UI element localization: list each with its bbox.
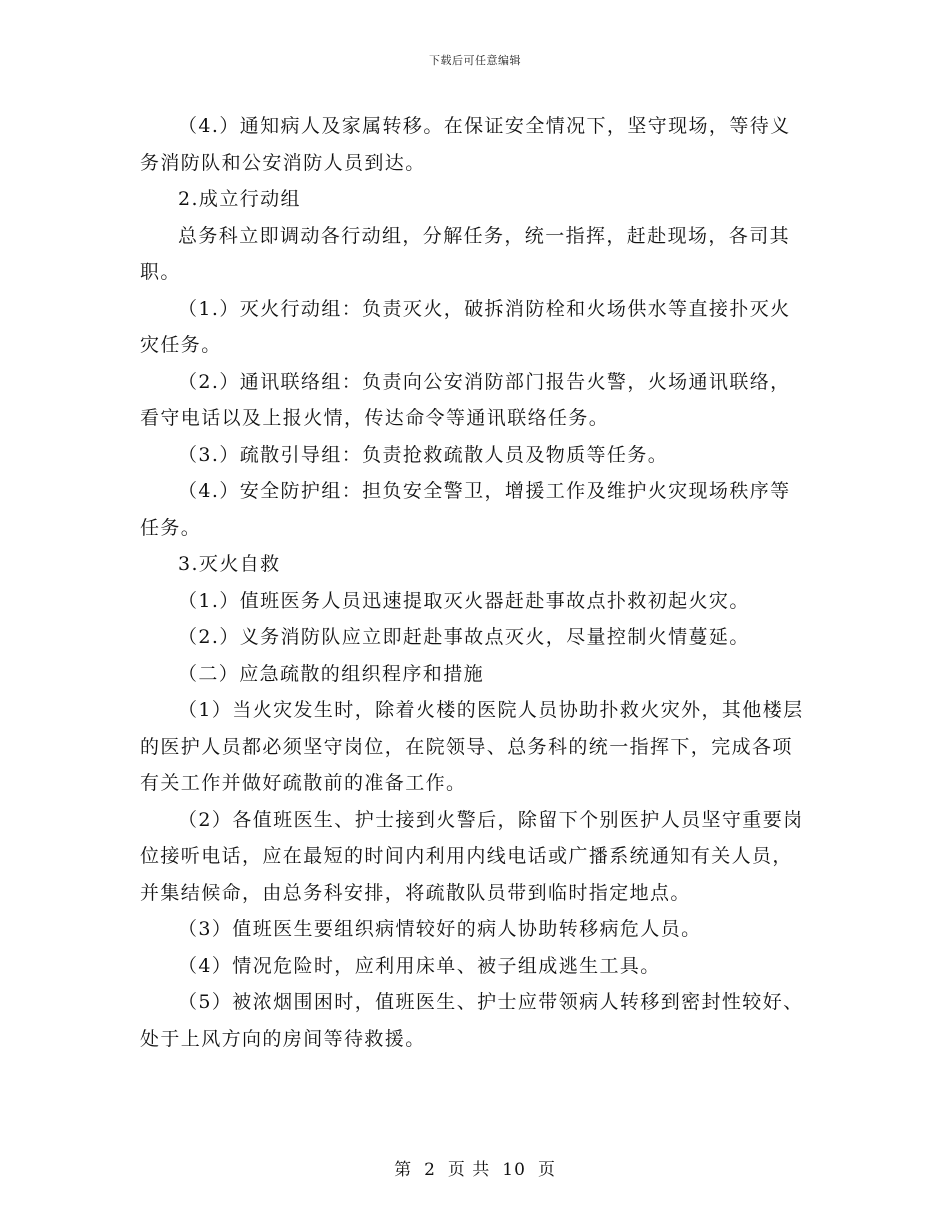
paragraph: （4.）通知病人及家属转移。在保证安全情况下，坚守现场，等待义务消防队和公安消防人员到达。 xyxy=(140,115,791,174)
paragraph: （4.）安全防护组：担负安全警卫，增援工作及维护火灾现场秩序等任务。 xyxy=(140,480,791,539)
current-page-number: 2 xyxy=(424,1160,436,1180)
page-label-middle: 页 共 xyxy=(447,1160,491,1180)
paragraph: 总务科立即调动各行动组，分解任务，统一指挥，赶赴现场，各司其职。 xyxy=(140,224,791,283)
paragraph: （5）被浓烟围困时，值班医生、护士应带领病人转移到密封性较好、处于上风方向的房间等待救援。 xyxy=(140,991,804,1050)
paragraph: （1.）值班医务人员迅速提取灭火器赶赴事故点扑救初起火灾。 xyxy=(178,589,750,612)
page-label-suffix: 页 xyxy=(537,1160,556,1180)
paragraph: （2.）义务消防队应立即赶赴事故点灭火，尽量控制火情蔓延。 xyxy=(178,626,750,648)
paragraph: （2）各值班医生、护士接到火警后，除留下个别医护人员坚守重要岗位接听电话，应在最短的时间内利用内线电话或广播系统通知有关人员，并集结候命，由总务科安排，将疏散队员带到临时指定地点。 xyxy=(140,808,804,904)
paragraph: （1.）灭火行动组：负责灭火，破拆消防栓和火场供水等直接扑灭火灾任务。 xyxy=(140,297,791,356)
paragraph: （2.）通讯联络组：负责向公安消防部门报告火警，火场通讯联络，看守电话以及上报火情，传达命令等通讯联络任务。 xyxy=(140,370,791,429)
paragraph: （4）情况危险时，应利用床单、被子组成逃生工具。 xyxy=(178,954,661,977)
document-body xyxy=(140,108,810,1057)
paragraph: （3）值班医生要组织病情较好的病人协助转移病危人员。 xyxy=(178,918,702,940)
section-heading: （二）应急疏散的组织程序和措施 xyxy=(178,662,485,685)
section-heading: 2.成立行动组 xyxy=(178,188,301,210)
paragraph: （1）当火灾发生时，除着火楼的医院人员协助扑救火灾外，其他楼层的医护人员都必须坚守岗位，在院领导、总务科的统一指挥下，完成各项有关工作并做好疏散前的准备工作。 xyxy=(140,699,804,794)
total-pages-number: 10 xyxy=(502,1160,526,1180)
page-header: 下载后可任意编辑 xyxy=(429,54,521,67)
section-heading: 3.灭火自救 xyxy=(178,553,281,575)
paragraph: （3.）疏散引导组：负责抢救疏散人员及物质等任务。 xyxy=(178,443,669,466)
page-label-prefix: 第 xyxy=(394,1160,413,1180)
page-footer xyxy=(0,1155,950,1180)
